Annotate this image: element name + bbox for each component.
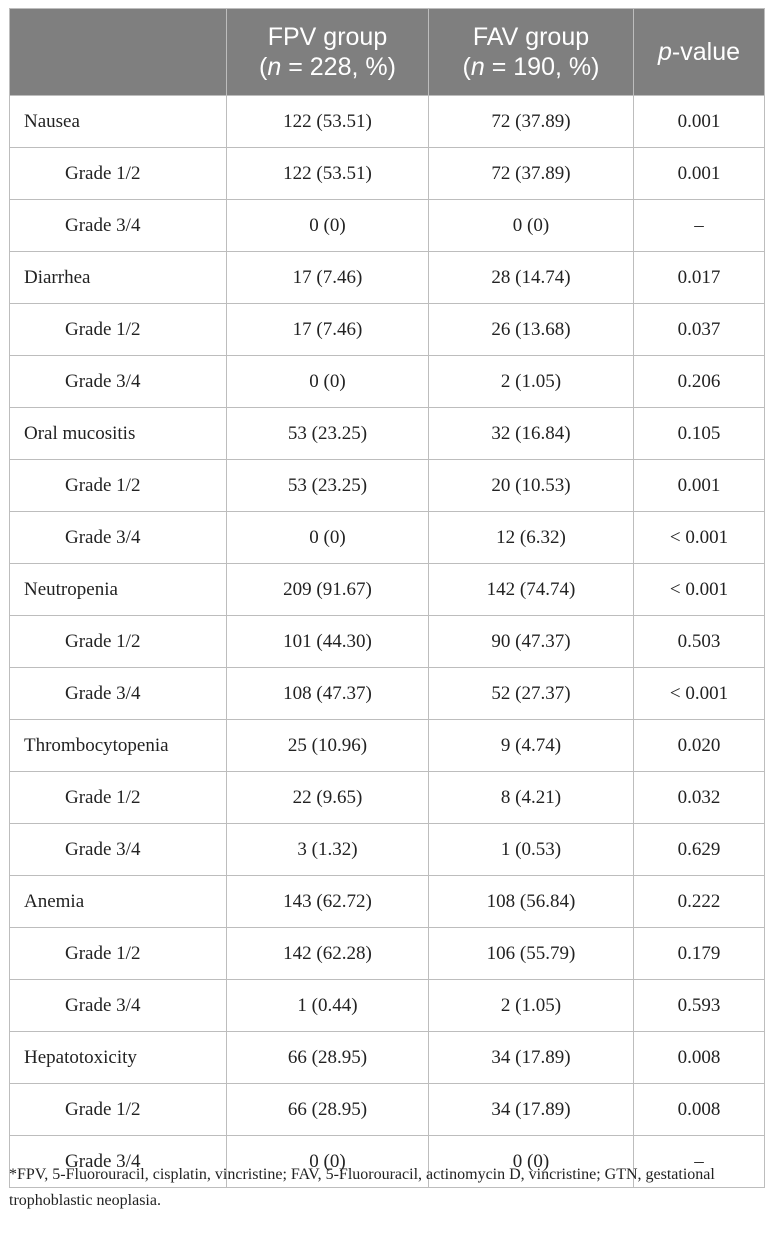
- fpv-value-cell: 17 (7.46): [227, 252, 429, 304]
- adverse-events-table-container: [9, 8, 764, 1188]
- fpv-value-cell: 0 (0): [227, 356, 429, 408]
- table-header: [10, 9, 765, 96]
- fpv-value-cell: 53 (23.25): [227, 460, 429, 512]
- header-event-column: [10, 9, 227, 96]
- p-value-cell: 0.001: [634, 148, 765, 200]
- table-row-subgrade: [10, 512, 765, 564]
- row-label-cell: Nausea: [10, 96, 227, 148]
- fav-value-cell: 2 (1.05): [429, 980, 634, 1032]
- p-value-cell: –: [634, 200, 765, 252]
- table-body: [10, 96, 765, 1188]
- p-value-cell: < 0.001: [634, 512, 765, 564]
- table-row-subgrade: [10, 356, 765, 408]
- row-label-cell: Grade 3/4: [10, 356, 227, 408]
- fav-value-cell: 108 (56.84): [429, 876, 634, 928]
- row-label-cell: Grade 1/2: [10, 1084, 227, 1136]
- row-label-cell: Grade 3/4: [10, 980, 227, 1032]
- p-value-cell: < 0.001: [634, 564, 765, 616]
- header-p-value: [634, 9, 765, 96]
- fpv-value-cell: 142 (62.28): [227, 928, 429, 980]
- row-label-cell: Hepatotoxicity: [10, 1032, 227, 1084]
- p-value-cell: 0.222: [634, 876, 765, 928]
- fpv-value-cell: 0 (0): [227, 200, 429, 252]
- fav-value-cell: 72 (37.89): [429, 96, 634, 148]
- fav-value-cell: 1 (0.53): [429, 824, 634, 876]
- fpv-value-cell: 122 (53.51): [227, 96, 429, 148]
- fpv-value-cell: 22 (9.65): [227, 772, 429, 824]
- fpv-value-cell: 122 (53.51): [227, 148, 429, 200]
- header-p-symbol: p: [658, 38, 672, 66]
- fav-value-cell: 34 (17.89): [429, 1084, 634, 1136]
- p-value-cell: 0.001: [634, 460, 765, 512]
- table-row-subgrade: [10, 824, 765, 876]
- table-row-subgrade: [10, 304, 765, 356]
- table-row-event: [10, 720, 765, 772]
- table-row-event: [10, 252, 765, 304]
- header-fav-count: = 190, %): [484, 53, 600, 81]
- table-row-subgrade: [10, 200, 765, 252]
- row-label-cell: Grade 1/2: [10, 460, 227, 512]
- fav-value-cell: 0 (0): [429, 200, 634, 252]
- p-value-cell: 0.001: [634, 96, 765, 148]
- header-p-suffix: -value: [671, 38, 740, 66]
- table-row-subgrade: [10, 148, 765, 200]
- header-fpv-title: FPV group: [267, 23, 388, 51]
- row-label-cell: Grade 1/2: [10, 616, 227, 668]
- fav-value-cell: 32 (16.84): [429, 408, 634, 460]
- header-fpv-count: = 228, %): [281, 53, 396, 81]
- p-value-cell: 0.629: [634, 824, 765, 876]
- p-value-cell: 0.008: [634, 1084, 765, 1136]
- table-row-subgrade: [10, 772, 765, 824]
- row-label-cell: Grade 3/4: [10, 824, 227, 876]
- fpv-value-cell: 101 (44.30): [227, 616, 429, 668]
- row-label-cell: Grade 1/2: [10, 148, 227, 200]
- fav-value-cell: 90 (47.37): [429, 616, 634, 668]
- row-label-cell: Grade 3/4: [10, 1136, 227, 1188]
- p-value-cell: 0.020: [634, 720, 765, 772]
- table-row-event: [10, 876, 765, 928]
- fav-value-cell: 28 (14.74): [429, 252, 634, 304]
- fav-value-cell: 12 (6.32): [429, 512, 634, 564]
- fpv-value-cell: 66 (28.95): [227, 1032, 429, 1084]
- table-row-event: [10, 96, 765, 148]
- header-row: [10, 9, 765, 96]
- p-value-cell: 0.593: [634, 980, 765, 1032]
- row-label-cell: Grade 3/4: [10, 512, 227, 564]
- fav-value-cell: 26 (13.68): [429, 304, 634, 356]
- p-value-cell: 0.032: [634, 772, 765, 824]
- row-label-cell: Neutropenia: [10, 564, 227, 616]
- table-row-event: [10, 564, 765, 616]
- header-fav-n-symbol: n: [470, 53, 485, 81]
- row-label-cell: Grade 3/4: [10, 668, 227, 720]
- table-row-subgrade: [10, 1084, 765, 1136]
- fav-value-cell: 2 (1.05): [429, 356, 634, 408]
- fpv-value-cell: 1 (0.44): [227, 980, 429, 1032]
- row-label-cell: Diarrhea: [10, 252, 227, 304]
- fav-value-cell: 34 (17.89): [429, 1032, 634, 1084]
- header-fpv-group: FPV group (n = 228, %): [227, 9, 429, 96]
- p-value-cell: 0.008: [634, 1032, 765, 1084]
- fav-value-cell: 8 (4.21): [429, 772, 634, 824]
- fpv-value-cell: 143 (62.72): [227, 876, 429, 928]
- p-value-cell: 0.503: [634, 616, 765, 668]
- fpv-value-cell: 0 (0): [227, 512, 429, 564]
- header-fav-group: FAV group (n = 190, %): [429, 9, 634, 96]
- p-value-cell: 0.179: [634, 928, 765, 980]
- fpv-value-cell: 209 (91.67): [227, 564, 429, 616]
- p-value-cell: 0.105: [634, 408, 765, 460]
- fav-value-cell: 72 (37.89): [429, 148, 634, 200]
- header-fpv-n-symbol: n: [267, 53, 282, 81]
- fav-value-cell: 142 (74.74): [429, 564, 634, 616]
- fpv-value-cell: 53 (23.25): [227, 408, 429, 460]
- row-label-cell: Grade 1/2: [10, 928, 227, 980]
- fpv-value-cell: 0 (0): [227, 1136, 429, 1188]
- p-value-cell: 0.017: [634, 252, 765, 304]
- adverse-events-table: [9, 8, 765, 1188]
- fav-value-cell: 9 (4.74): [429, 720, 634, 772]
- fav-value-cell: 106 (55.79): [429, 928, 634, 980]
- table-row-subgrade: [10, 460, 765, 512]
- fpv-value-cell: 108 (47.37): [227, 668, 429, 720]
- p-value-cell: < 0.001: [634, 668, 765, 720]
- row-label-cell: Grade 1/2: [10, 304, 227, 356]
- fpv-value-cell: 66 (28.95): [227, 1084, 429, 1136]
- table-row-subgrade: [10, 980, 765, 1032]
- fpv-value-cell: 3 (1.32): [227, 824, 429, 876]
- row-label-cell: Thrombocytopenia: [10, 720, 227, 772]
- p-value-cell: 0.206: [634, 356, 765, 408]
- fav-value-cell: 52 (27.37): [429, 668, 634, 720]
- header-fav-title: FAV group: [472, 23, 590, 51]
- table-row-subgrade: [10, 668, 765, 720]
- row-label-cell: Grade 3/4: [10, 200, 227, 252]
- row-label-cell: Grade 1/2: [10, 772, 227, 824]
- fav-value-cell: 0 (0): [429, 1136, 634, 1188]
- row-label-cell: Oral mucositis: [10, 408, 227, 460]
- row-label-cell: Anemia: [10, 876, 227, 928]
- table-row-subgrade: [10, 616, 765, 668]
- table-row-event: [10, 1032, 765, 1084]
- table-row-subgrade: [10, 928, 765, 980]
- table-footnote: *FPV, 5-Fluorouracil, cisplatin, vincristine; FAV, 5-Fluorouracil, actinomycin D, vincristine; GTN, gestational trophoblastic neoplasia.: [9, 1166, 715, 1209]
- table-row-event: [10, 408, 765, 460]
- p-value-cell: –: [634, 1136, 765, 1188]
- fav-value-cell: 20 (10.53): [429, 460, 634, 512]
- fpv-value-cell: 25 (10.96): [227, 720, 429, 772]
- fpv-value-cell: 17 (7.46): [227, 304, 429, 356]
- p-value-cell: 0.037: [634, 304, 765, 356]
